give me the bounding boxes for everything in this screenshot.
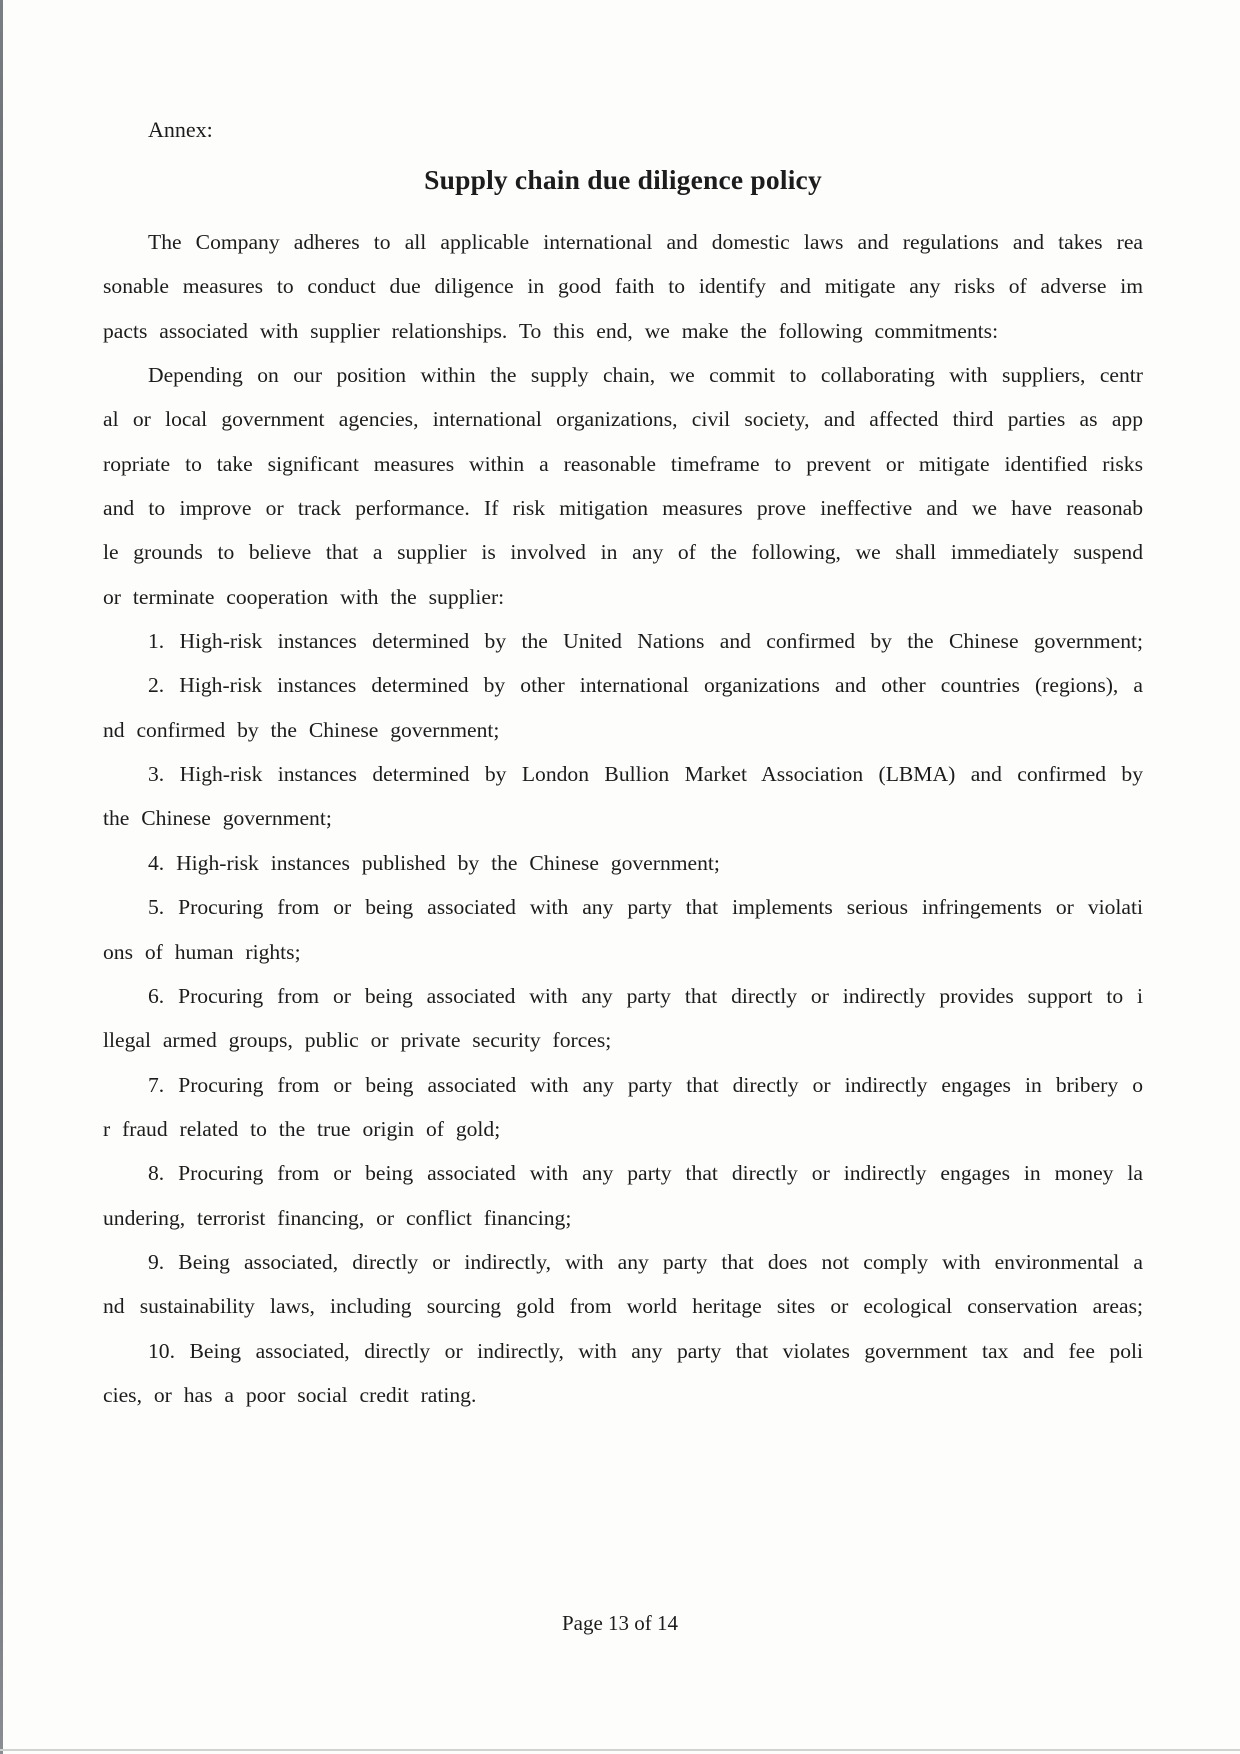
scan-bottom-edge-artifact — [0, 1749, 1240, 1751]
list-item-line: 3. High-risk instances determined by London Bullion Market Association (LBMA) and confirmed by — [148, 762, 1143, 787]
list-item-line: 4. High-risk instances published by the Chinese government; — [148, 850, 720, 875]
paragraph-line: le grounds to believe that a supplier is involved in any of the following, we shall immediately suspend — [103, 540, 1143, 565]
document-body — [103, 108, 1143, 1417]
list-item-line: 2. High-risk instances determined by other international organizations and other countries (regions), a — [148, 673, 1143, 698]
scan-left-edge-artifact — [0, 0, 3, 1754]
paragraph-line: or terminate cooperation with the supplier: — [103, 584, 505, 609]
list-item-line: 6. Procuring from or being associated with any party that directly or indirectly provides support to i — [148, 983, 1143, 1008]
paragraph-line: sonable measures to conduct due diligence in good faith to identify and mitigate any risks of adverse im — [103, 274, 1143, 299]
paragraph-line: ropriate to take significant measures within a reasonable timeframe to prevent or mitigate identified risks — [103, 451, 1143, 476]
list-item-line: nd sustainability laws, including sourcing gold from world heritage sites or ecological conservation areas; — [103, 1294, 1143, 1319]
list-item-line: nd confirmed by the Chinese government; — [103, 717, 500, 742]
paragraph-line: The Company adheres to all applicable international and domestic laws and regulations and takes rea — [148, 230, 1143, 254]
list-item-line: 10. Being associated, directly or indirectly, with any party that violates government tax and fee poli — [148, 1338, 1143, 1363]
list-item-line: r fraud related to the true origin of gold; — [103, 1116, 501, 1141]
list-item-line: 1. High-risk instances determined by the United Nations and confirmed by the Chinese government; — [148, 629, 1143, 654]
page-number-footer: Page 13 of 14 — [561, 1611, 679, 1635]
list-item-line: llegal armed groups, public or private security forces; — [103, 1028, 612, 1053]
list-item-line: the Chinese government; — [103, 806, 332, 831]
list-item-line: undering, terrorist financing, or conflict financing; — [103, 1205, 572, 1230]
list-item-line: 5. Procuring from or being associated with any party that implements serious infringements or violati — [148, 895, 1143, 920]
paragraph-line: pacts associated with supplier relationships. To this end, we make the following commitments: — [103, 318, 999, 343]
annex-label: Annex: — [148, 117, 213, 142]
list-item-line: ons of human rights; — [103, 939, 301, 964]
list-item-line: cies, or has a poor social credit rating. — [103, 1382, 477, 1407]
list-item-line: 8. Procuring from or being associated with any party that directly or indirectly engages in money la — [148, 1161, 1143, 1186]
document-title: Supply chain due diligence policy — [424, 164, 822, 195]
paragraph-line: and to improve or track performance. If risk mitigation measures prove ineffective and we have reasonab — [103, 496, 1143, 521]
list-item-line: 9. Being associated, directly or indirectly, with any party that does not comply with environmental a — [148, 1249, 1143, 1274]
list-item-line: 7. Procuring from or being associated with any party that directly or indirectly engages in bribery o — [148, 1072, 1143, 1097]
paragraph-line: Depending on our position within the supply chain, we commit to collaborating with suppliers, centr — [148, 363, 1143, 388]
paragraph-line: al or local government agencies, international organizations, civil society, and affected third parties as app — [103, 407, 1143, 432]
